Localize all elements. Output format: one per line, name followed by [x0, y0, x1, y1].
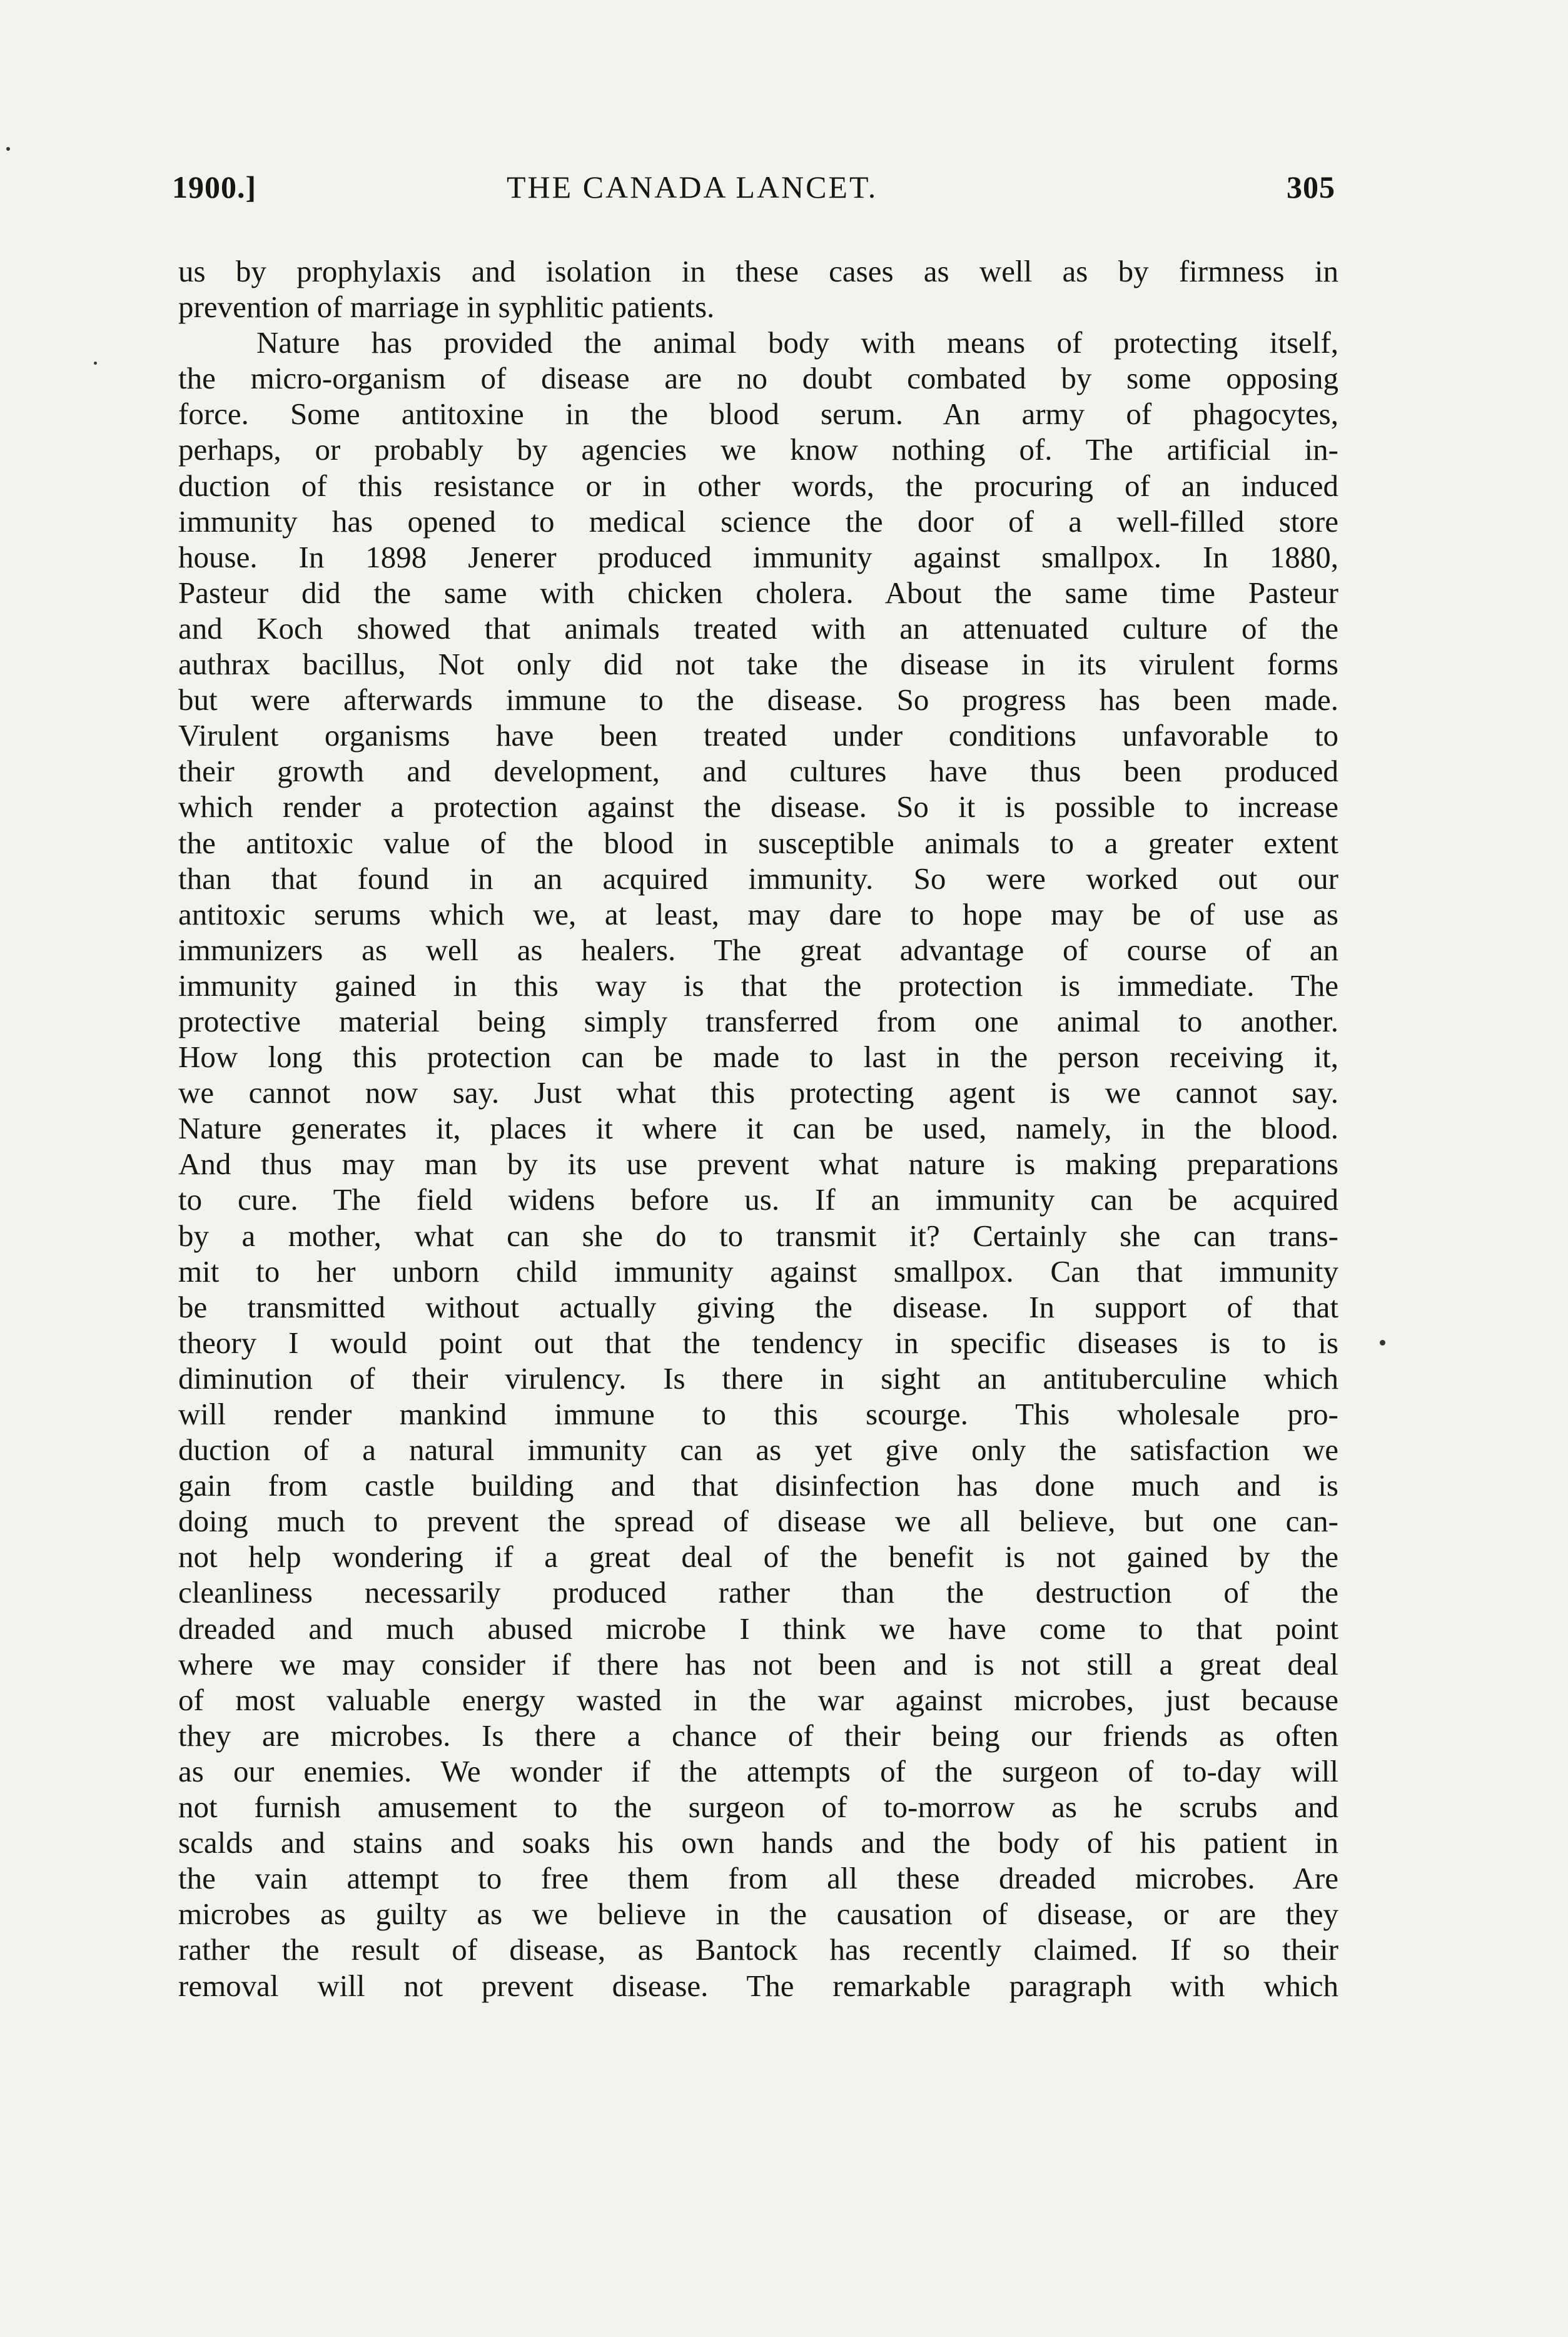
text-line: force. Some antitoxine in the blood serum. An army of phagocytes, — [178, 397, 1338, 432]
text-line: we cannot now say. Just what this protecting agent is we cannot say. — [178, 1075, 1338, 1110]
text-line: be transmitted without actually giving the disease. In support of that — [178, 1289, 1338, 1324]
text-line: doing much to prevent the spread of disease we all believe, but one can- — [178, 1504, 1338, 1539]
text-line: How long this protection can be made to last in the person receiving it, — [178, 1040, 1338, 1075]
text-line: not help wondering if a great deal of the benefit is not gained by the — [178, 1539, 1338, 1574]
text-line: their growth and development, and cultures have thus been produced — [178, 754, 1338, 789]
text-line: immunity has opened to medical science the door of a well-filled store — [178, 504, 1338, 539]
text-line: gain from castle building and that disinfection has done much and is — [178, 1468, 1338, 1503]
text-line: duction of this resistance or in other words, the procuring of an induced — [178, 468, 1338, 503]
text-line: microbes as guilty as we believe in the causation of disease, or are they — [178, 1897, 1338, 1932]
text-line: immunity gained in this way is that the protection is immediate. The — [178, 968, 1338, 1003]
text-line: immunizers as well as healers. The great advantage of course of an — [178, 932, 1338, 967]
text-line: not furnish amusement to the surgeon of to-morrow as he scrubs and — [178, 1790, 1338, 1825]
text-line: Virulent organisms have been treated under conditions unfavorable to — [178, 718, 1338, 753]
text-line: dreaded and much abused microbe I think we have come to that point — [178, 1611, 1338, 1646]
text-line: as our enemies. We wonder if the attempts of the surgeon of to-day will — [178, 1753, 1338, 1788]
text-line: authrax bacillus, Not only did not take the disease in its virulent forms — [178, 647, 1338, 682]
text-line: the vain attempt to free them from all these dreaded microbes. Are — [178, 1861, 1338, 1896]
text-line: Pasteur did the same with chicken cholera. About the same time Pasteur — [178, 575, 1338, 610]
journal-title: THE CANADA LANCET. — [507, 170, 878, 205]
page-number: 305 — [1287, 170, 1335, 205]
text-line: removal will not prevent disease. The remarkable paragraph with which — [178, 1968, 1338, 2003]
running-header — [172, 169, 1335, 213]
article-body — [178, 253, 1338, 2004]
text-line: scalds and stains and soaks his own hands and the body of his patient in — [178, 1825, 1338, 1860]
text-line: than that found in an acquired immunity. So were worked out our — [178, 861, 1338, 896]
text-line: the micro-organism of disease are no doubt combated by some opposing — [178, 361, 1338, 396]
text-line: prevention of marriage in syphlitic patients. — [178, 290, 715, 325]
text-line: and Koch showed that animals treated with an attenuated culture of the — [178, 611, 1338, 646]
text-line: will render mankind immune to this scourge. This wholesale pro- — [178, 1397, 1338, 1431]
text-line: antitoxic serums which we, at least, may dare to hope may be of use as — [178, 896, 1338, 931]
text-line: cleanliness necessarily produced rather than the destruction of the — [178, 1575, 1338, 1610]
scan-speck — [6, 147, 10, 151]
text-line: house. In 1898 Jenerer produced immunity against smallpox. In 1880, — [178, 539, 1338, 574]
text-line: And thus may man by its use prevent what nature is making preparations — [178, 1147, 1338, 1182]
text-line: perhaps, or probably by agencies we know nothing of. The artificial in- — [178, 432, 1338, 467]
text-line: which render a protection against the disease. So it is possible to increase — [178, 789, 1338, 824]
text-line: rather the result of disease, as Bantock has recently claimed. If so their — [178, 1932, 1338, 1967]
text-line: mit to her unborn child immunity against smallpox. Can that immunity — [178, 1254, 1338, 1289]
text-line: duction of a natural immunity can as yet give only the satisfaction we — [178, 1432, 1338, 1468]
text-line: protective material being simply transferred from one animal to another. — [178, 1003, 1338, 1038]
text-line: of most valuable energy wasted in the war against microbes, just because — [178, 1682, 1338, 1717]
text-line: to cure. The field widens before us. If an immunity can be acquired — [178, 1182, 1338, 1217]
scan-speck — [1380, 1340, 1385, 1346]
text-line: us by prophylaxis and isolation in these cases as well as by firmness in — [178, 254, 1338, 288]
text-line: theory I would point out that the tendency in specific diseases is to is — [178, 1325, 1338, 1360]
text-line: the antitoxic value of the blood in susceptible animals to a greater extent — [178, 825, 1338, 860]
text-line: but were afterwards immune to the disease. So progress has been made. — [178, 682, 1338, 717]
text-line: Nature has provided the animal body with means of protecting itself, — [256, 325, 1338, 360]
text-line: Nature generates it, places it where it can be used, namely, in the blood. — [178, 1111, 1338, 1146]
text-line: they are microbes. Is there a chance of their being our friends as often — [178, 1718, 1338, 1753]
text-line: diminution of their virulency. Is there in sight an antituberculine which — [178, 1361, 1338, 1396]
scan-speck — [94, 362, 97, 365]
text-line: where we may consider if there has not been and is not still a great deal — [178, 1646, 1338, 1681]
text-line: by a mother, what can she do to transmit it? Certainly she can trans- — [178, 1218, 1338, 1253]
header-year: 1900.] — [172, 170, 257, 205]
